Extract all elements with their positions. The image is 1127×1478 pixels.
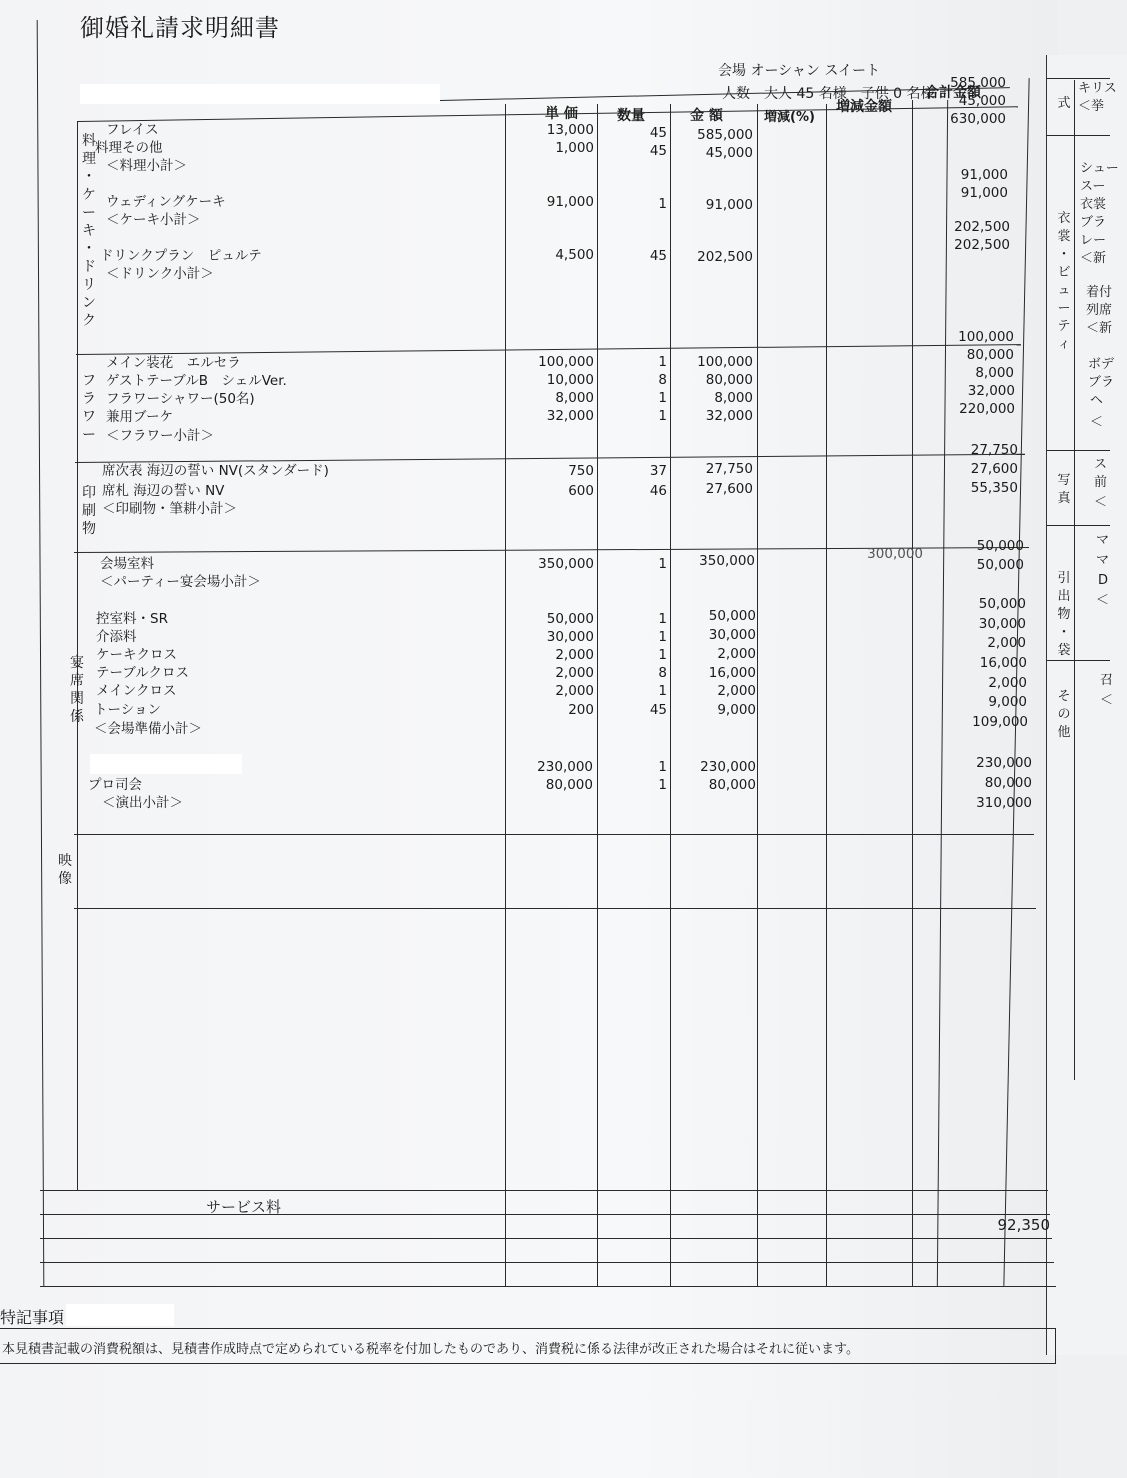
- venue-line: 会場 オーシャン スイート: [718, 63, 881, 79]
- adjacent-fragment: キリス: [1078, 81, 1117, 96]
- subtotal-label: ＜パーティー宴会場小計＞: [100, 574, 261, 590]
- adjacent-fragment: ＜挙: [1078, 99, 1105, 114]
- redacted-area: [66, 1304, 174, 1326]
- section-divider: [74, 908, 1036, 909]
- total-value: 8,000: [975, 365, 1014, 381]
- total-value: 585,000: [950, 75, 1006, 91]
- adjacent-fragment: ＜: [1094, 495, 1108, 510]
- item-name: 席札 海辺の誓い NV: [102, 483, 225, 499]
- total-value: 202,500: [954, 219, 1010, 235]
- item-qty: 1: [658, 556, 667, 572]
- adjacent-fragment: 前: [1094, 475, 1108, 490]
- item-amount: 2,000: [717, 646, 756, 662]
- total-value: 80,000: [984, 775, 1032, 791]
- people-line: 人数 大人 45 名様 子供 0 名様: [722, 86, 935, 102]
- item-unit-price: 1,000: [555, 140, 594, 156]
- item-unit-price: 350,000: [538, 556, 594, 572]
- item-amount: 230,000: [700, 759, 756, 775]
- item-qty: 1: [658, 408, 667, 424]
- adjacent-fragment: 衣裳: [1080, 197, 1107, 212]
- column-line: [912, 100, 913, 1286]
- total-value: 91,000: [960, 167, 1008, 183]
- total-value: 50,000: [976, 538, 1024, 554]
- adjacent-fragment: ボデ: [1088, 357, 1115, 372]
- subtotal-label: ＜印刷物・筆耕小計＞: [102, 501, 237, 517]
- adjacent-fragment: 着付: [1086, 285, 1113, 300]
- item-name: メイン装花 エルセラ: [106, 355, 241, 371]
- adjacent-line: [1046, 78, 1110, 79]
- total-value: 630,000: [950, 111, 1006, 127]
- footer-line: [40, 1238, 1052, 1239]
- service-charge-amount: 92,350: [997, 1216, 1050, 1234]
- item-amount: 2,000: [717, 683, 756, 699]
- adjacent-fragment: 列席: [1086, 303, 1113, 318]
- adjacent-fragment: ブラ: [1088, 375, 1115, 390]
- adjacent-fragment: ＜: [1090, 415, 1104, 430]
- adjacent-fragment: D: [1098, 573, 1109, 588]
- adjacent-column-line: [1074, 80, 1075, 1080]
- total-value: 2,000: [987, 635, 1026, 651]
- adjacent-fragment: ＜新: [1086, 321, 1113, 336]
- item-unit-price: 750: [568, 463, 594, 479]
- item-unit-price: 2,000: [555, 665, 594, 681]
- adjacent-fragment: ＜: [1096, 593, 1110, 608]
- item-name: 会場室料: [100, 556, 154, 572]
- item-unit-price: 4,500: [555, 247, 594, 263]
- item-name: 席次表 海辺の誓い NV(スタンダード): [102, 463, 329, 479]
- adjacent-fragment: レー: [1080, 233, 1107, 248]
- section-label-banquet: 宴 席 関 係: [70, 655, 84, 725]
- redacted-item-name: [90, 754, 242, 774]
- remarks-text: 本見積書記載の消費税額は、見積書作成時点で定められている税率を付加したものであり、消費税に係る法律が改正された場合はそれに従います。: [2, 1342, 859, 1357]
- subtotal-label: ＜演出小計＞: [102, 795, 183, 811]
- adjacent-line: [1046, 525, 1110, 526]
- item-qty: 8: [658, 665, 667, 681]
- item-qty: 45: [649, 248, 667, 264]
- total-value: 9,000: [988, 694, 1027, 710]
- item-qty: 1: [658, 611, 667, 627]
- total-value: 50,000: [976, 557, 1024, 573]
- section-label-flower: フ ラ ワ ー: [82, 373, 96, 443]
- footer-line: [40, 1214, 1050, 1215]
- item-amount: 100,000: [697, 354, 753, 370]
- item-amount: 8,000: [714, 390, 753, 406]
- subtotal-label: ＜ドリンク小計＞: [106, 266, 214, 282]
- subtotal-label: ＜会場準備小計＞: [94, 721, 202, 737]
- col-change-pct: 増減(%): [764, 110, 815, 125]
- column-line: [826, 104, 827, 1286]
- adjacent-line: [1046, 450, 1110, 451]
- item-unit-price: 30,000: [546, 629, 594, 645]
- subtotal-label: ＜料理小計＞: [106, 158, 187, 174]
- item-name: フレイス: [106, 122, 159, 138]
- adjacent-fragment: スー: [1080, 179, 1106, 194]
- item-name: 介添料: [96, 629, 137, 645]
- section-divider: [74, 834, 1034, 835]
- item-qty: 45: [649, 125, 667, 141]
- total-value: 30,000: [978, 616, 1026, 632]
- item-unit-price: 230,000: [537, 759, 593, 775]
- adjacent-fragment: 召: [1100, 673, 1114, 688]
- adjacent-fragment: ブラ: [1080, 215, 1107, 230]
- total-value: 50,000: [978, 596, 1026, 612]
- item-name: テーブルクロス: [96, 665, 190, 681]
- page-title: 御婚礼請求明細書: [80, 14, 280, 42]
- adjacent-fragment: ＜: [1100, 693, 1114, 708]
- item-qty: 45: [649, 143, 667, 159]
- item-unit-price: 600: [568, 483, 594, 499]
- item-qty: 46: [649, 483, 667, 499]
- section-label-video: 映 像: [58, 853, 72, 887]
- item-amount: 585,000: [697, 127, 753, 143]
- column-line: [757, 104, 758, 1286]
- service-charge-label: サービス料: [206, 1198, 282, 1216]
- item-unit-price: 2,000: [555, 683, 594, 699]
- adjacent-label: 引 出 物 ・ 袋: [1057, 571, 1071, 658]
- col-unit-price: 単 価: [545, 106, 578, 122]
- redacted-area: [80, 84, 440, 104]
- total-value: 55,350: [970, 480, 1018, 496]
- total-value: 310,000: [976, 795, 1032, 811]
- item-qty: 1: [658, 629, 667, 645]
- total-value: 202,500: [954, 237, 1010, 253]
- total-value: 27,600: [970, 461, 1018, 477]
- col-change-amount: 増減金額: [836, 99, 892, 115]
- item-amount: 30,000: [708, 627, 756, 643]
- total-value: 32,000: [967, 383, 1015, 399]
- item-name: プロ司会: [88, 777, 142, 793]
- item-name: 料理その他: [95, 140, 163, 156]
- total-value: 91,000: [960, 185, 1008, 201]
- item-name: ゲストテーブルB シェルVer.: [106, 373, 287, 389]
- total-value: 45,000: [958, 93, 1006, 109]
- item-qty: 1: [658, 196, 667, 212]
- item-qty: 1: [658, 647, 667, 663]
- adjacent-line: [1046, 660, 1110, 661]
- item-qty: 1: [658, 354, 667, 370]
- item-qty: 1: [658, 390, 667, 406]
- adjacent-fragment: ヘ: [1090, 393, 1104, 408]
- footer-line: [40, 1286, 1056, 1287]
- subtotal-label: ＜フラワー小計＞: [106, 428, 214, 444]
- item-unit-price: 13,000: [546, 122, 594, 138]
- item-name: ウェディングケーキ: [106, 194, 226, 210]
- adjacent-fragment: ＜新: [1080, 251, 1107, 266]
- item-amount: 91,000: [705, 197, 753, 213]
- item-unit-price: 32,000: [546, 408, 594, 424]
- item-qty: 8: [658, 372, 667, 388]
- total-value: 2,000: [988, 675, 1027, 691]
- total-value: 109,000: [972, 714, 1028, 730]
- item-name: 控室料・SR: [96, 611, 168, 627]
- item-unit-price: 2,000: [555, 647, 594, 663]
- col-amount: 金 額: [690, 108, 723, 124]
- footer-line: [40, 1262, 1054, 1263]
- adjacent-label: 式: [1057, 96, 1071, 111]
- total-value: 100,000: [958, 329, 1014, 345]
- col-qty: 数量: [617, 108, 645, 124]
- total-value: 220,000: [959, 401, 1015, 417]
- adjacent-fragment: マ: [1096, 533, 1110, 548]
- item-name: 兼用ブーケ: [106, 409, 174, 425]
- item-qty: 1: [658, 777, 667, 793]
- item-amount: 50,000: [708, 608, 756, 624]
- item-amount: 16,000: [708, 665, 756, 681]
- adjacent-label: そ の 他: [1057, 689, 1071, 740]
- adjacent-line: [1046, 135, 1110, 136]
- adjacent-fragment: マ: [1096, 553, 1110, 568]
- section-label-print: 印 刷 物: [82, 485, 96, 537]
- section-label-food: 料 理 ・ ケ ー キ ・ ド リ ン ク: [82, 133, 96, 329]
- adjacent-fragment: ス: [1094, 457, 1108, 472]
- item-unit-price: 50,000: [546, 611, 594, 627]
- item-amount: 9,000: [717, 702, 756, 718]
- adjacent-label: 衣 裳 ・ ビ ュ ー テ ィ: [1057, 211, 1071, 352]
- adjacent-fragment: シュー: [1080, 161, 1119, 176]
- remarks-heading: 特記事項: [0, 1308, 65, 1327]
- item-unit-price: 100,000: [538, 354, 594, 370]
- item-qty: 37: [649, 463, 667, 479]
- change-amount: 300,000: [867, 546, 923, 562]
- col-total: 合計金額: [925, 85, 981, 101]
- total-value: 16,000: [979, 655, 1027, 671]
- item-unit-price: 8,000: [555, 390, 594, 406]
- item-amount: 27,600: [705, 481, 753, 497]
- item-qty: 45: [649, 702, 667, 718]
- subtotal-label: ＜ケーキ小計＞: [106, 212, 201, 228]
- item-amount: 27,750: [705, 461, 753, 477]
- item-qty: 1: [658, 759, 667, 775]
- item-amount: 45,000: [705, 145, 753, 161]
- item-unit-price: 80,000: [545, 777, 593, 793]
- item-name: ケーキクロス: [96, 647, 177, 663]
- total-value: 230,000: [976, 755, 1032, 771]
- item-amount: 202,500: [697, 249, 753, 265]
- item-qty: 1: [658, 683, 667, 699]
- footer-line: [40, 1190, 1048, 1191]
- item-amount: 80,000: [708, 777, 756, 793]
- item-amount: 80,000: [705, 372, 753, 388]
- remarks-box: [0, 1328, 1056, 1364]
- item-name: ドリンクプラン ピュルテ: [100, 248, 262, 264]
- item-name: トーション: [94, 702, 161, 718]
- item-unit-price: 91,000: [546, 194, 594, 210]
- item-amount: 32,000: [705, 408, 753, 424]
- item-unit-price: 200: [568, 702, 594, 718]
- item-amount: 350,000: [699, 553, 755, 569]
- item-unit-price: 10,000: [546, 372, 594, 388]
- item-name: フラワーシャワー(50名): [106, 391, 255, 407]
- adjacent-label: 写 真: [1057, 473, 1071, 506]
- total-value: 80,000: [966, 347, 1014, 363]
- item-name: メインクロス: [96, 683, 177, 699]
- total-value: 27,750: [970, 442, 1018, 458]
